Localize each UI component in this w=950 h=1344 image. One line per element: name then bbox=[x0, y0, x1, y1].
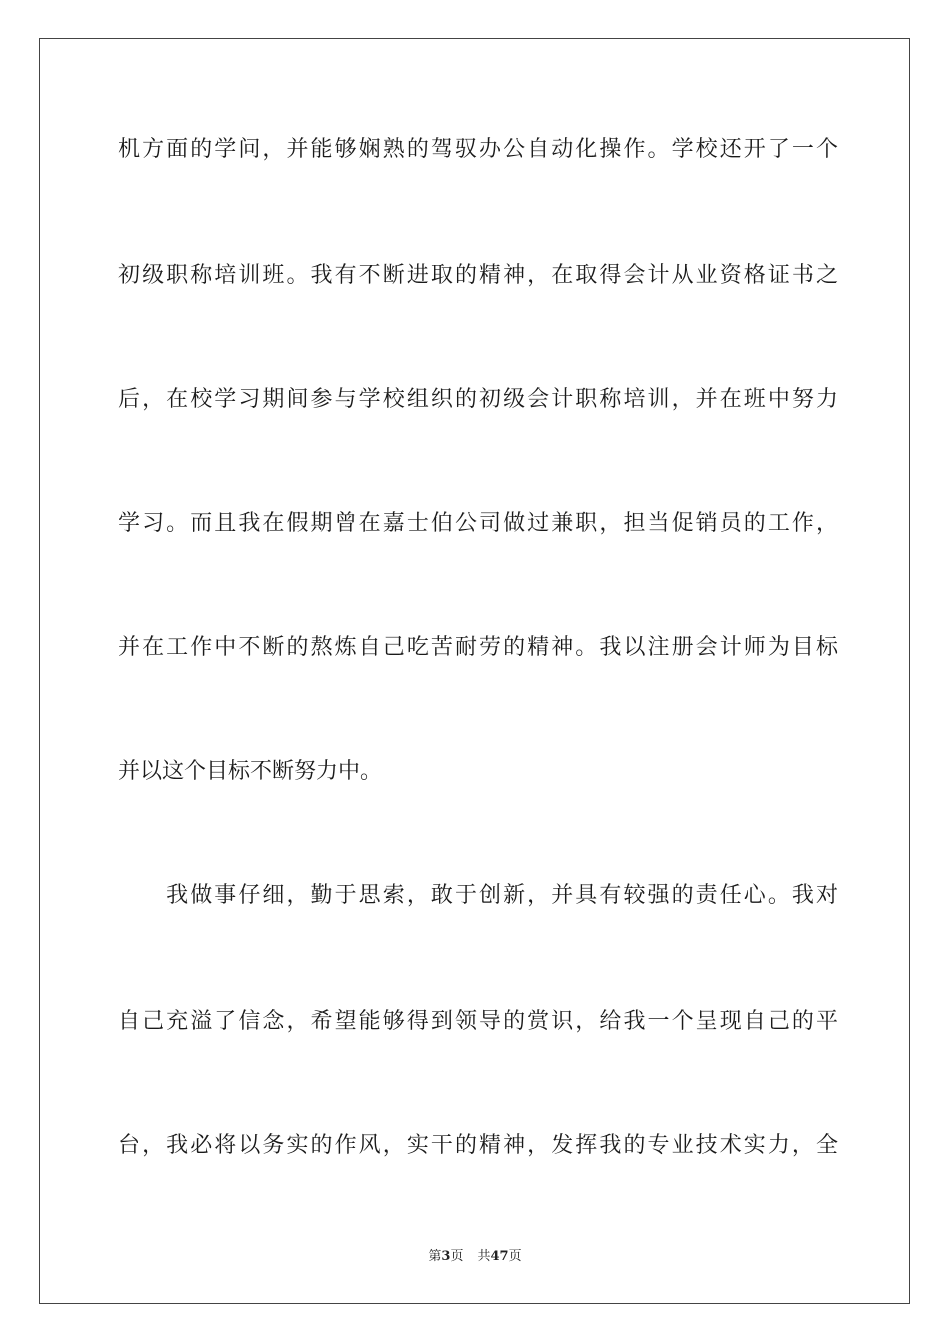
body-line-7: 我做事仔细，勤于思索，敢于创新，并具有较强的责任心。我对 bbox=[118, 883, 838, 908]
body-line-1: 机方面的学问，并能够娴熟的驾驭办公自动化操作。学校还开了一个 bbox=[118, 137, 838, 162]
page-prefix: 第 bbox=[428, 1249, 442, 1264]
total-prefix: 共 bbox=[477, 1249, 491, 1264]
total-suffix: 页 bbox=[508, 1249, 522, 1264]
page-border bbox=[39, 38, 910, 1304]
body-line-8: 自己充溢了信念，希望能够得到领导的赏识，给我一个呈现自己的平 bbox=[118, 1009, 838, 1034]
body-line-5: 并在工作中不断的熬炼自己吃苦耐劳的精神。我以注册会计师为目标 bbox=[118, 635, 838, 660]
page-suffix: 页 bbox=[450, 1249, 464, 1264]
total-pages: 47 bbox=[490, 1249, 509, 1264]
body-line-4: 学习。而且我在假期曾在嘉士伯公司做过兼职，担当促销员的工作， bbox=[118, 511, 838, 536]
page-number: 3 bbox=[441, 1249, 451, 1264]
body-line-3: 后，在校学习期间参与学校组织的初级会计职称培训，并在班中努力 bbox=[118, 387, 838, 412]
body-line-6: 并以这个目标不断努力中。 bbox=[118, 759, 383, 784]
body-line-2: 初级职称培训班。我有不断进取的精神，在取得会计从业资格证书之 bbox=[118, 263, 838, 288]
body-line-9: 台，我必将以务实的作风，实干的精神，发挥我的专业技术实力，全 bbox=[118, 1133, 838, 1158]
page-footer bbox=[0, 1248, 950, 1266]
